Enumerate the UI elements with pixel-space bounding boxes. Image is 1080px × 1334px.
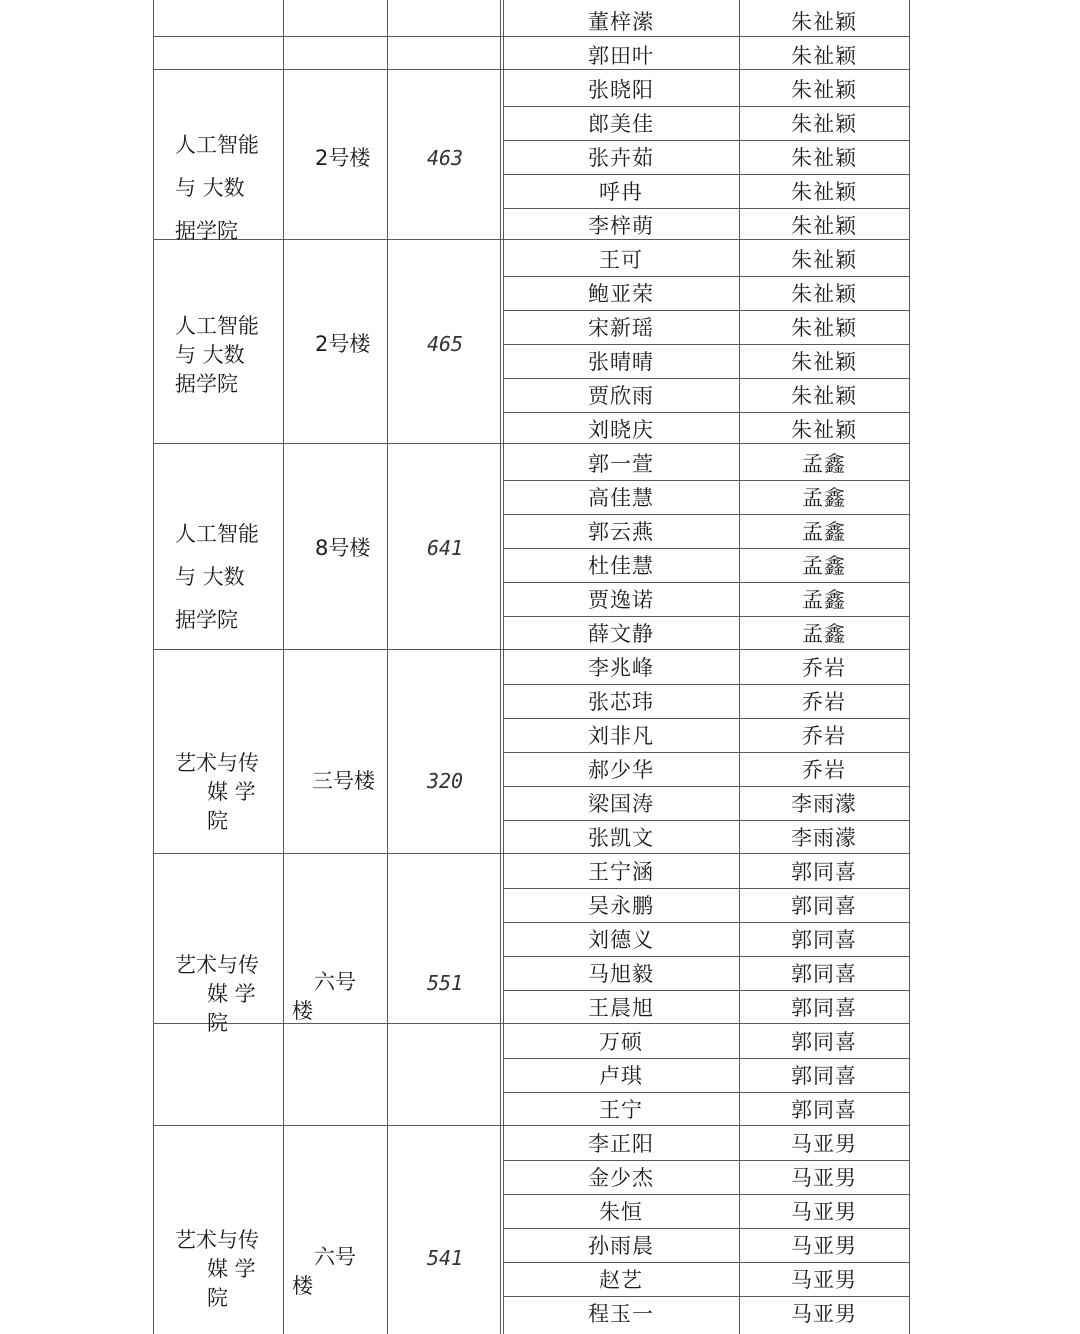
- student-name: 贾逸诺: [588, 588, 654, 612]
- teacher-name: 郭同喜: [791, 860, 857, 884]
- teacher-name: 马亚男: [791, 1268, 857, 1292]
- college-name-line: 人工智能: [175, 522, 259, 546]
- student-name: 杜佳慧: [588, 554, 654, 578]
- college-name-line: 据学院: [175, 372, 238, 396]
- grid-line: [500, 0, 501, 1334]
- student-name: 张凯文: [588, 826, 654, 850]
- student-name: 李梓萌: [588, 214, 654, 238]
- teacher-name: 朱祉颖: [791, 418, 857, 442]
- teacher-name: 郭同喜: [791, 1030, 857, 1054]
- teacher-name: 李雨濛: [791, 792, 857, 816]
- teacher-name: 马亚男: [791, 1302, 857, 1326]
- teacher-name: 朱祉颖: [791, 248, 857, 272]
- student-name: 刘晓庆: [588, 418, 654, 442]
- teacher-name: 乔岩: [802, 690, 846, 714]
- college-cell: [175, 312, 285, 399]
- building-cell: 8号楼: [315, 536, 371, 560]
- teacher-name: 乔岩: [802, 724, 846, 748]
- college-cell: [175, 749, 285, 836]
- teacher-name: 马亚男: [791, 1200, 857, 1224]
- student-name: 吴永鹏: [588, 894, 654, 918]
- teacher-name: 郭同喜: [791, 928, 857, 952]
- building-cell: 三号楼: [312, 769, 375, 793]
- grid-line: [387, 0, 388, 1334]
- teacher-name: 朱祉颖: [791, 78, 857, 102]
- room-number: 320: [426, 769, 464, 793]
- building-name-line: 六号: [314, 1245, 356, 1269]
- teacher-name: 朱祉颖: [791, 43, 857, 68]
- college-name-line: 院: [207, 1286, 228, 1310]
- student-name: 张晓阳: [588, 78, 654, 102]
- teacher-name: 孟鑫: [802, 486, 846, 510]
- college-name-line: 与 大数: [175, 343, 245, 367]
- college-name-line: 人工智能: [175, 133, 259, 157]
- college-name-line: 据学院: [175, 219, 238, 243]
- student-name: 李正阳: [588, 1132, 654, 1156]
- student-name: 鲍亚荣: [588, 282, 654, 306]
- student-name: 贾欣雨: [588, 384, 654, 408]
- teacher-name: 马亚男: [791, 1166, 857, 1190]
- teacher-name: 李雨濛: [791, 826, 857, 850]
- student-name: 万硕: [599, 1030, 643, 1054]
- student-name: 马旭毅: [588, 962, 654, 986]
- teacher-name: 孟鑫: [802, 520, 846, 544]
- room-number: 463: [426, 146, 464, 170]
- teacher-name: 郭同喜: [791, 1064, 857, 1088]
- teacher-name: 孟鑫: [802, 588, 846, 612]
- college-name-line: 媒 学: [207, 1257, 256, 1281]
- student-name: 王宁: [599, 1098, 643, 1122]
- building-name-line: 楼: [292, 1274, 313, 1298]
- student-name: 张卉茹: [588, 146, 654, 170]
- teacher-name: 朱祉颖: [791, 316, 857, 340]
- student-name: 王可: [599, 248, 643, 272]
- student-name: 郎美佳: [588, 112, 654, 136]
- teacher-name: 朱祉颖: [791, 180, 857, 204]
- student-name: 李兆峰: [588, 656, 654, 680]
- student-name: 高佳慧: [588, 486, 654, 510]
- teacher-name: 乔岩: [802, 656, 846, 680]
- room-number: 541: [426, 1246, 464, 1270]
- student-name: 宋新瑶: [588, 316, 654, 340]
- building-cell: 2号楼: [315, 332, 371, 356]
- teacher-name: 马亚男: [791, 1234, 857, 1258]
- college-name-line: 院: [207, 809, 228, 833]
- teacher-name: 孟鑫: [802, 622, 846, 646]
- room-number: 465: [426, 332, 464, 356]
- student-name: 薛文静: [588, 622, 654, 646]
- building-cell: [292, 968, 356, 1026]
- student-name: 郭田叶: [588, 43, 654, 68]
- grid-line: [153, 0, 154, 1334]
- teacher-name: 郭同喜: [791, 1098, 857, 1122]
- student-name: 朱恒: [599, 1200, 643, 1224]
- teacher-name: 朱祉颖: [791, 112, 857, 136]
- teacher-name: 乔岩: [802, 758, 846, 782]
- college-name-line: 院: [207, 1011, 228, 1035]
- teacher-name: 朱祉颖: [791, 384, 857, 408]
- teacher-name: 朱祉颖: [791, 350, 857, 374]
- student-name: 郝少华: [588, 758, 654, 782]
- teacher-name: 朱祉颖: [791, 214, 857, 238]
- college-name-line: 艺术与传: [175, 751, 259, 775]
- student-name: 郭云燕: [588, 520, 654, 544]
- college-cell: [175, 513, 285, 642]
- teacher-name: 朱祉颖: [791, 282, 857, 306]
- college-name-line: 人工智能: [175, 314, 259, 338]
- student-name: 赵艺: [599, 1268, 643, 1292]
- building-name-line: 六号: [314, 970, 356, 994]
- teacher-name: 朱祉颖: [791, 9, 857, 34]
- college-name-line: 媒 学: [207, 982, 256, 1006]
- teacher-name: 孟鑫: [802, 452, 846, 476]
- student-name: 王宁涵: [588, 860, 654, 884]
- college-name-line: 艺术与传: [175, 1228, 259, 1252]
- room-number: 641: [426, 536, 464, 560]
- teacher-name: 朱祉颖: [791, 146, 857, 170]
- student-name: 梁国涛: [588, 792, 654, 816]
- student-name: 卢琪: [599, 1064, 643, 1088]
- college-cell: [175, 124, 285, 253]
- grid-line: [909, 0, 910, 1334]
- student-name: 孙雨晨: [588, 1234, 654, 1258]
- teacher-name: 马亚男: [791, 1132, 857, 1156]
- teacher-name: 郭同喜: [791, 962, 857, 986]
- student-name: 刘德义: [588, 928, 654, 952]
- college-name-line: 与 大数: [175, 176, 245, 200]
- building-cell: [292, 1243, 356, 1301]
- teacher-name: 郭同喜: [791, 996, 857, 1020]
- college-name-line: 媒 学: [207, 780, 256, 804]
- college-cell: [175, 1226, 285, 1313]
- college-name-line: 与 大数: [175, 565, 245, 589]
- student-name: 张芯玮: [588, 690, 654, 714]
- student-name: 王晨旭: [588, 996, 654, 1020]
- building-cell: 2号楼: [315, 146, 371, 170]
- student-name: 郭一萱: [588, 452, 654, 476]
- teacher-name: 郭同喜: [791, 894, 857, 918]
- room-number: 551: [426, 971, 464, 995]
- teacher-name: 孟鑫: [802, 554, 846, 578]
- student-name: 刘非凡: [588, 724, 654, 748]
- college-name-line: 艺术与传: [175, 953, 259, 977]
- student-name: 程玉一: [588, 1302, 654, 1326]
- college-cell: [175, 951, 285, 1038]
- college-name-line: 据学院: [175, 608, 238, 632]
- student-name: 张晴晴: [588, 350, 654, 374]
- building-name-line: 楼: [292, 999, 313, 1023]
- student-name: 金少杰: [588, 1166, 654, 1190]
- student-name: 董梓潆: [588, 9, 654, 34]
- student-name: 呼冉: [599, 180, 643, 204]
